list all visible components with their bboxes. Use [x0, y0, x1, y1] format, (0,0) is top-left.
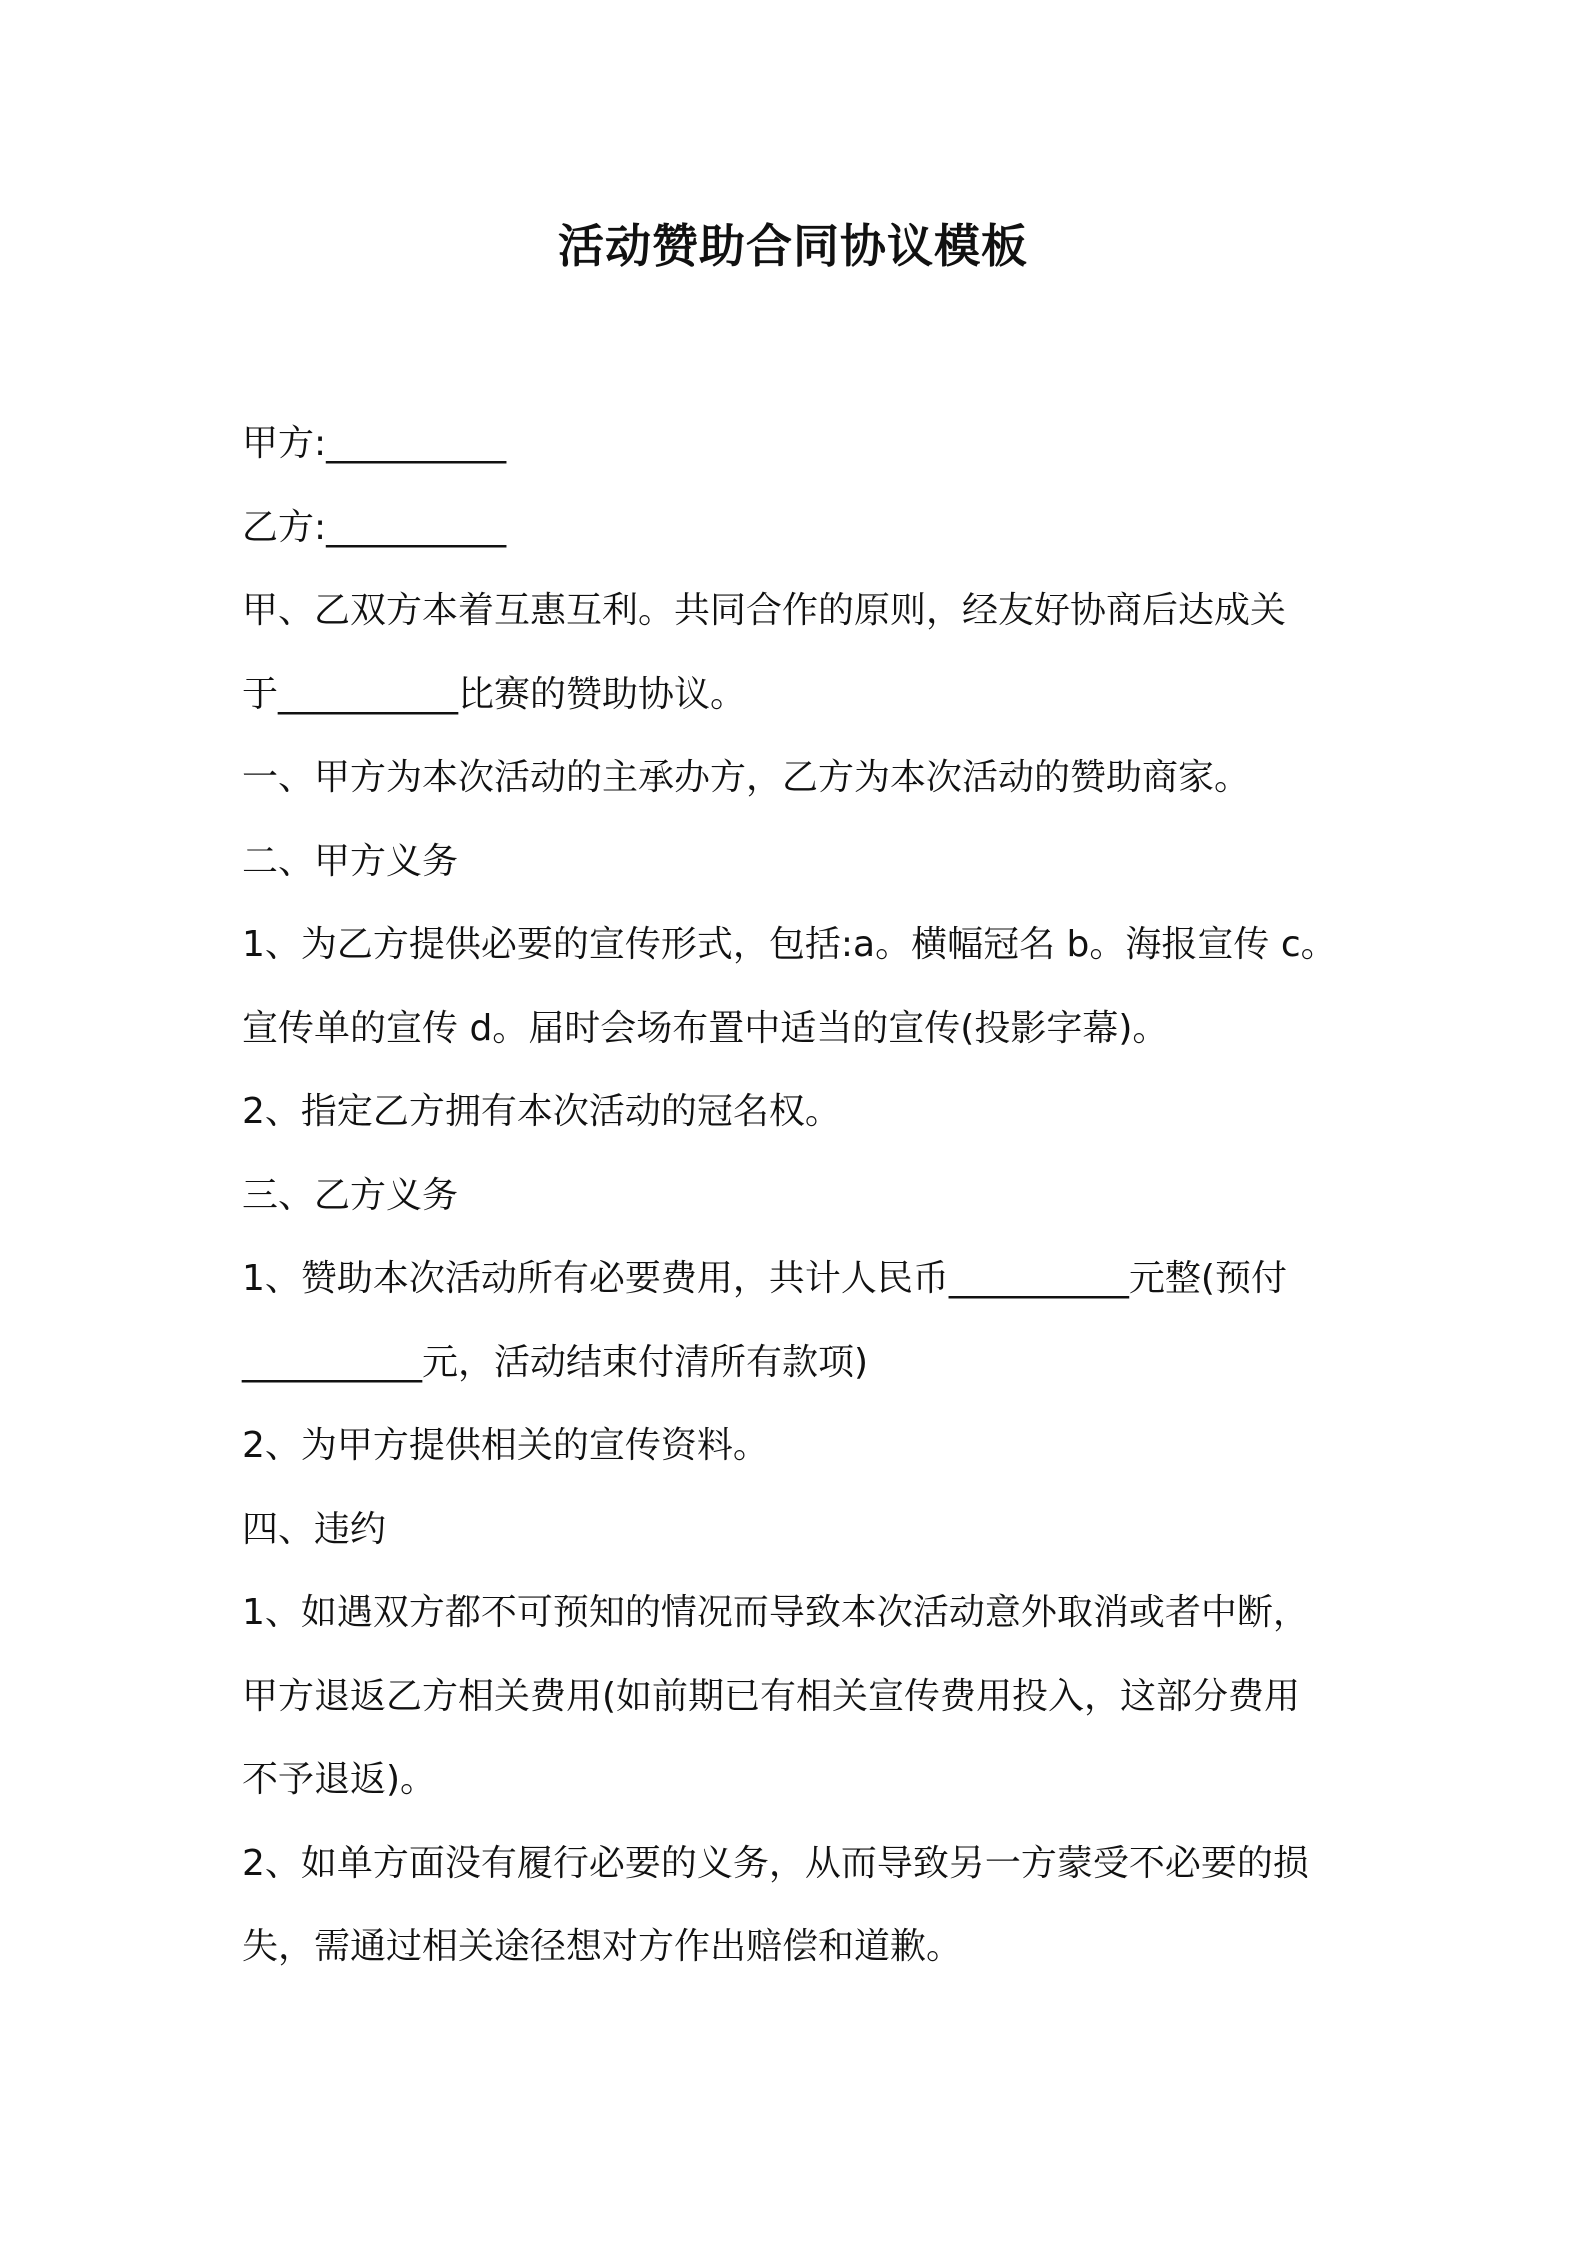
- section-1-line: 一、甲方为本次活动的主承办方，乙方为本次活动的赞助商家。: [242, 757, 1251, 798]
- section-2-item-2: 2、指定乙方拥有本次活动的冠名权。: [242, 1091, 841, 1132]
- section-3-item-1-line-2: __________元，活动结束付清所有款项): [242, 1341, 869, 1383]
- section-4-item-1-line-3: 不予退返)。: [242, 1759, 437, 1800]
- section-2-item-1-line-1: 1、为乙方提供必要的宣传形式，包括:a。横幅冠名 b。海报宣传 c。: [242, 924, 1337, 965]
- preamble-line-2: 于__________比赛的赞助协议。: [242, 673, 747, 715]
- section-2-heading: 二、甲方义务: [242, 840, 459, 882]
- section-3-heading: 三、乙方义务: [242, 1174, 459, 1216]
- section-2-item-1-line-2: 宣传单的宣传 d。届时会场布置中适当的宣传(投影字幕)。: [242, 1007, 1169, 1049]
- section-4-item-2-line-2: 失，需通过相关途径想对方作出赔偿和道歉。: [242, 1926, 963, 1967]
- party-a-line: 甲方:__________: [242, 423, 507, 464]
- section-3-item-2: 2、为甲方提供相关的宣传资料。: [242, 1425, 769, 1466]
- section-4-item-2-line-1: 2、如单方面没有履行必要的义务，从而导致另一方蒙受不必要的损: [242, 1842, 1309, 1884]
- section-4-item-1-line-2: 甲方退返乙方相关费用(如前期已有相关宣传费用投入，这部分费用: [242, 1675, 1301, 1717]
- preamble-line-1: 甲、乙双方本着互惠互利。共同合作的原则，经友好协商后达成关: [242, 590, 1287, 631]
- section-3-item-1-line-1: 1、赞助本次活动所有必要费用，共计人民币__________元整(预付: [242, 1258, 1287, 1299]
- party-b-line: 乙方:__________: [242, 506, 507, 548]
- section-4-item-1-line-1: 1、如遇双方都不可预知的情况而导致本次活动意外取消或者中断，: [242, 1592, 1309, 1633]
- document-body: [242, 402, 1352, 1989]
- section-4-heading: 四、违约: [242, 1508, 387, 1550]
- document-title: 活动赞助合同协议模板: [558, 219, 1028, 273]
